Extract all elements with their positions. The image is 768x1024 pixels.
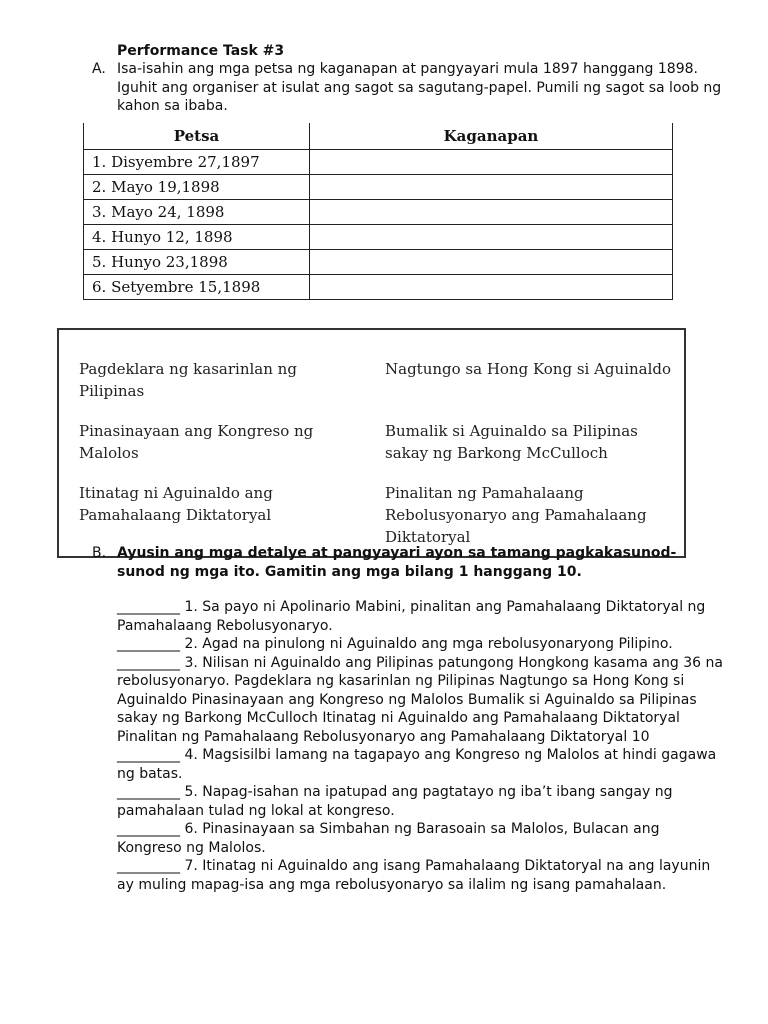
table-row <box>84 150 673 175</box>
answer-cell[interactable] <box>310 225 673 250</box>
date-cell: 4. Hunyo 12, 1898 <box>84 225 310 250</box>
list-item: _________ 7. Itinatag ni Aguinaldo ang isang Pamahalaang Diktatoryal na ang layunin ay muling mapag-isa ang mga rebolusyonaryo sa ilalim ng isang pamahalaan. <box>117 858 711 893</box>
section-a-instruction: Isa-isahin ang mga petsa ng kaganapan at pangyayari mula 1897 hanggang 1898. Iguhit ang organiser at isulat ang sagot sa sagutang-papel. Pumili ng sagot sa loob ng kahon sa ibaba. <box>117 61 722 114</box>
list-item: _________ 1. Sa payo ni Apolinario Mabini, pinalitan ang Pamahalaang Diktatoryal ng Pamahalaang Rebolusyonaryo. <box>117 599 706 634</box>
section-a-letter: A. <box>92 61 106 77</box>
answer-cell[interactable] <box>310 275 673 300</box>
list-item: _________ 6. Pinasinayaan sa Simbahan ng Barasoain sa Malolos, Bulacan ang Kongreso ng Malolos. <box>117 821 660 856</box>
list-item: _________ 4. Magsisilbi lamang na tagapayo ang Kongreso ng Malolos at hindi gagawa ng batas. <box>117 747 717 782</box>
date-cell: 6. Setyembre 15,1898 <box>84 275 310 300</box>
petsa-table <box>83 123 673 300</box>
date-cell: 3. Mayo 24, 1898 <box>84 200 310 225</box>
choice-item: Bumalik si Aguinaldo sa Pilipinas sakay ng Barkong McCulloch <box>385 422 638 462</box>
list-item: _________ 3. Nilisan ni Aguinaldo ang Pilipinas patungong Hongkong kasama ang 36 na rebolusyonaryo. Pagdeklara ng kasarinlan ng Pilipinas Nagtungo sa Hong Kong si Aguinaldo Pinasinayaan ang Kongreso ng Malolos Bumalik si Aguinaldo sa Pilipinas sakay ng Barkong McCulloch Itinatag ni Aguinaldo ang Pamahalaang Diktatoryal Pinalitan ng Pamahalaang Rebolusyonaryo ang Pamahalaang Diktatoryal 10 <box>117 654 723 745</box>
page-title: Performance Task #3 <box>117 43 285 59</box>
choice-item: Pinasinayaan ang Kongreso ng Malolos <box>79 422 314 462</box>
header-petsa: Petsa <box>84 123 310 150</box>
answer-cell[interactable] <box>310 200 673 225</box>
date-cell: 5. Hunyo 23,1898 <box>84 250 310 275</box>
table-row <box>84 200 673 225</box>
choice-item: Itinatag ni Aguinaldo ang Pamahalaang Diktatoryal <box>79 484 273 524</box>
date-cell: 2. Mayo 19,1898 <box>84 175 310 200</box>
list-item: _________ 5. Napag-isahan na ipatupad ang pagtatayo ng iba’t ibang sangay ng pamahalaan tulad ng lokal at kongreso. <box>117 784 673 819</box>
date-cell: 1. Disyembre 27,1897 <box>84 150 310 175</box>
choice-item: Pinalitan ng Pamahalaang Rebolusyonaryo ang Pamahalaang Diktatoryal <box>385 484 647 546</box>
sequence-list <box>117 598 727 894</box>
answer-cell[interactable] <box>310 150 673 175</box>
table-row <box>84 175 673 200</box>
table-row <box>84 250 673 275</box>
choices-box <box>57 328 686 558</box>
answer-cell[interactable] <box>310 250 673 275</box>
table-row <box>84 275 673 300</box>
header-kaganapan: Kaganapan <box>310 123 673 150</box>
section-b-instruction: Ayusin ang mga detalye at pangyayari ayon sa tamang pagkakasunod-sunod ng mga ito. Gamitin ang mga bilang 1 hanggang 10. <box>117 545 677 580</box>
table-header-row <box>84 123 673 150</box>
section-b-letter: B. <box>92 545 107 561</box>
table-row <box>84 225 673 250</box>
list-item: _________ 2. Agad na pinulong ni Aguinaldo ang mga rebolusyonaryong Pilipino. <box>117 636 673 652</box>
choice-item: Nagtungo sa Hong Kong si Aguinaldo <box>385 360 672 378</box>
choice-item: Pagdeklara ng kasarinlan ng Pilipinas <box>79 360 297 400</box>
answer-cell[interactable] <box>310 175 673 200</box>
